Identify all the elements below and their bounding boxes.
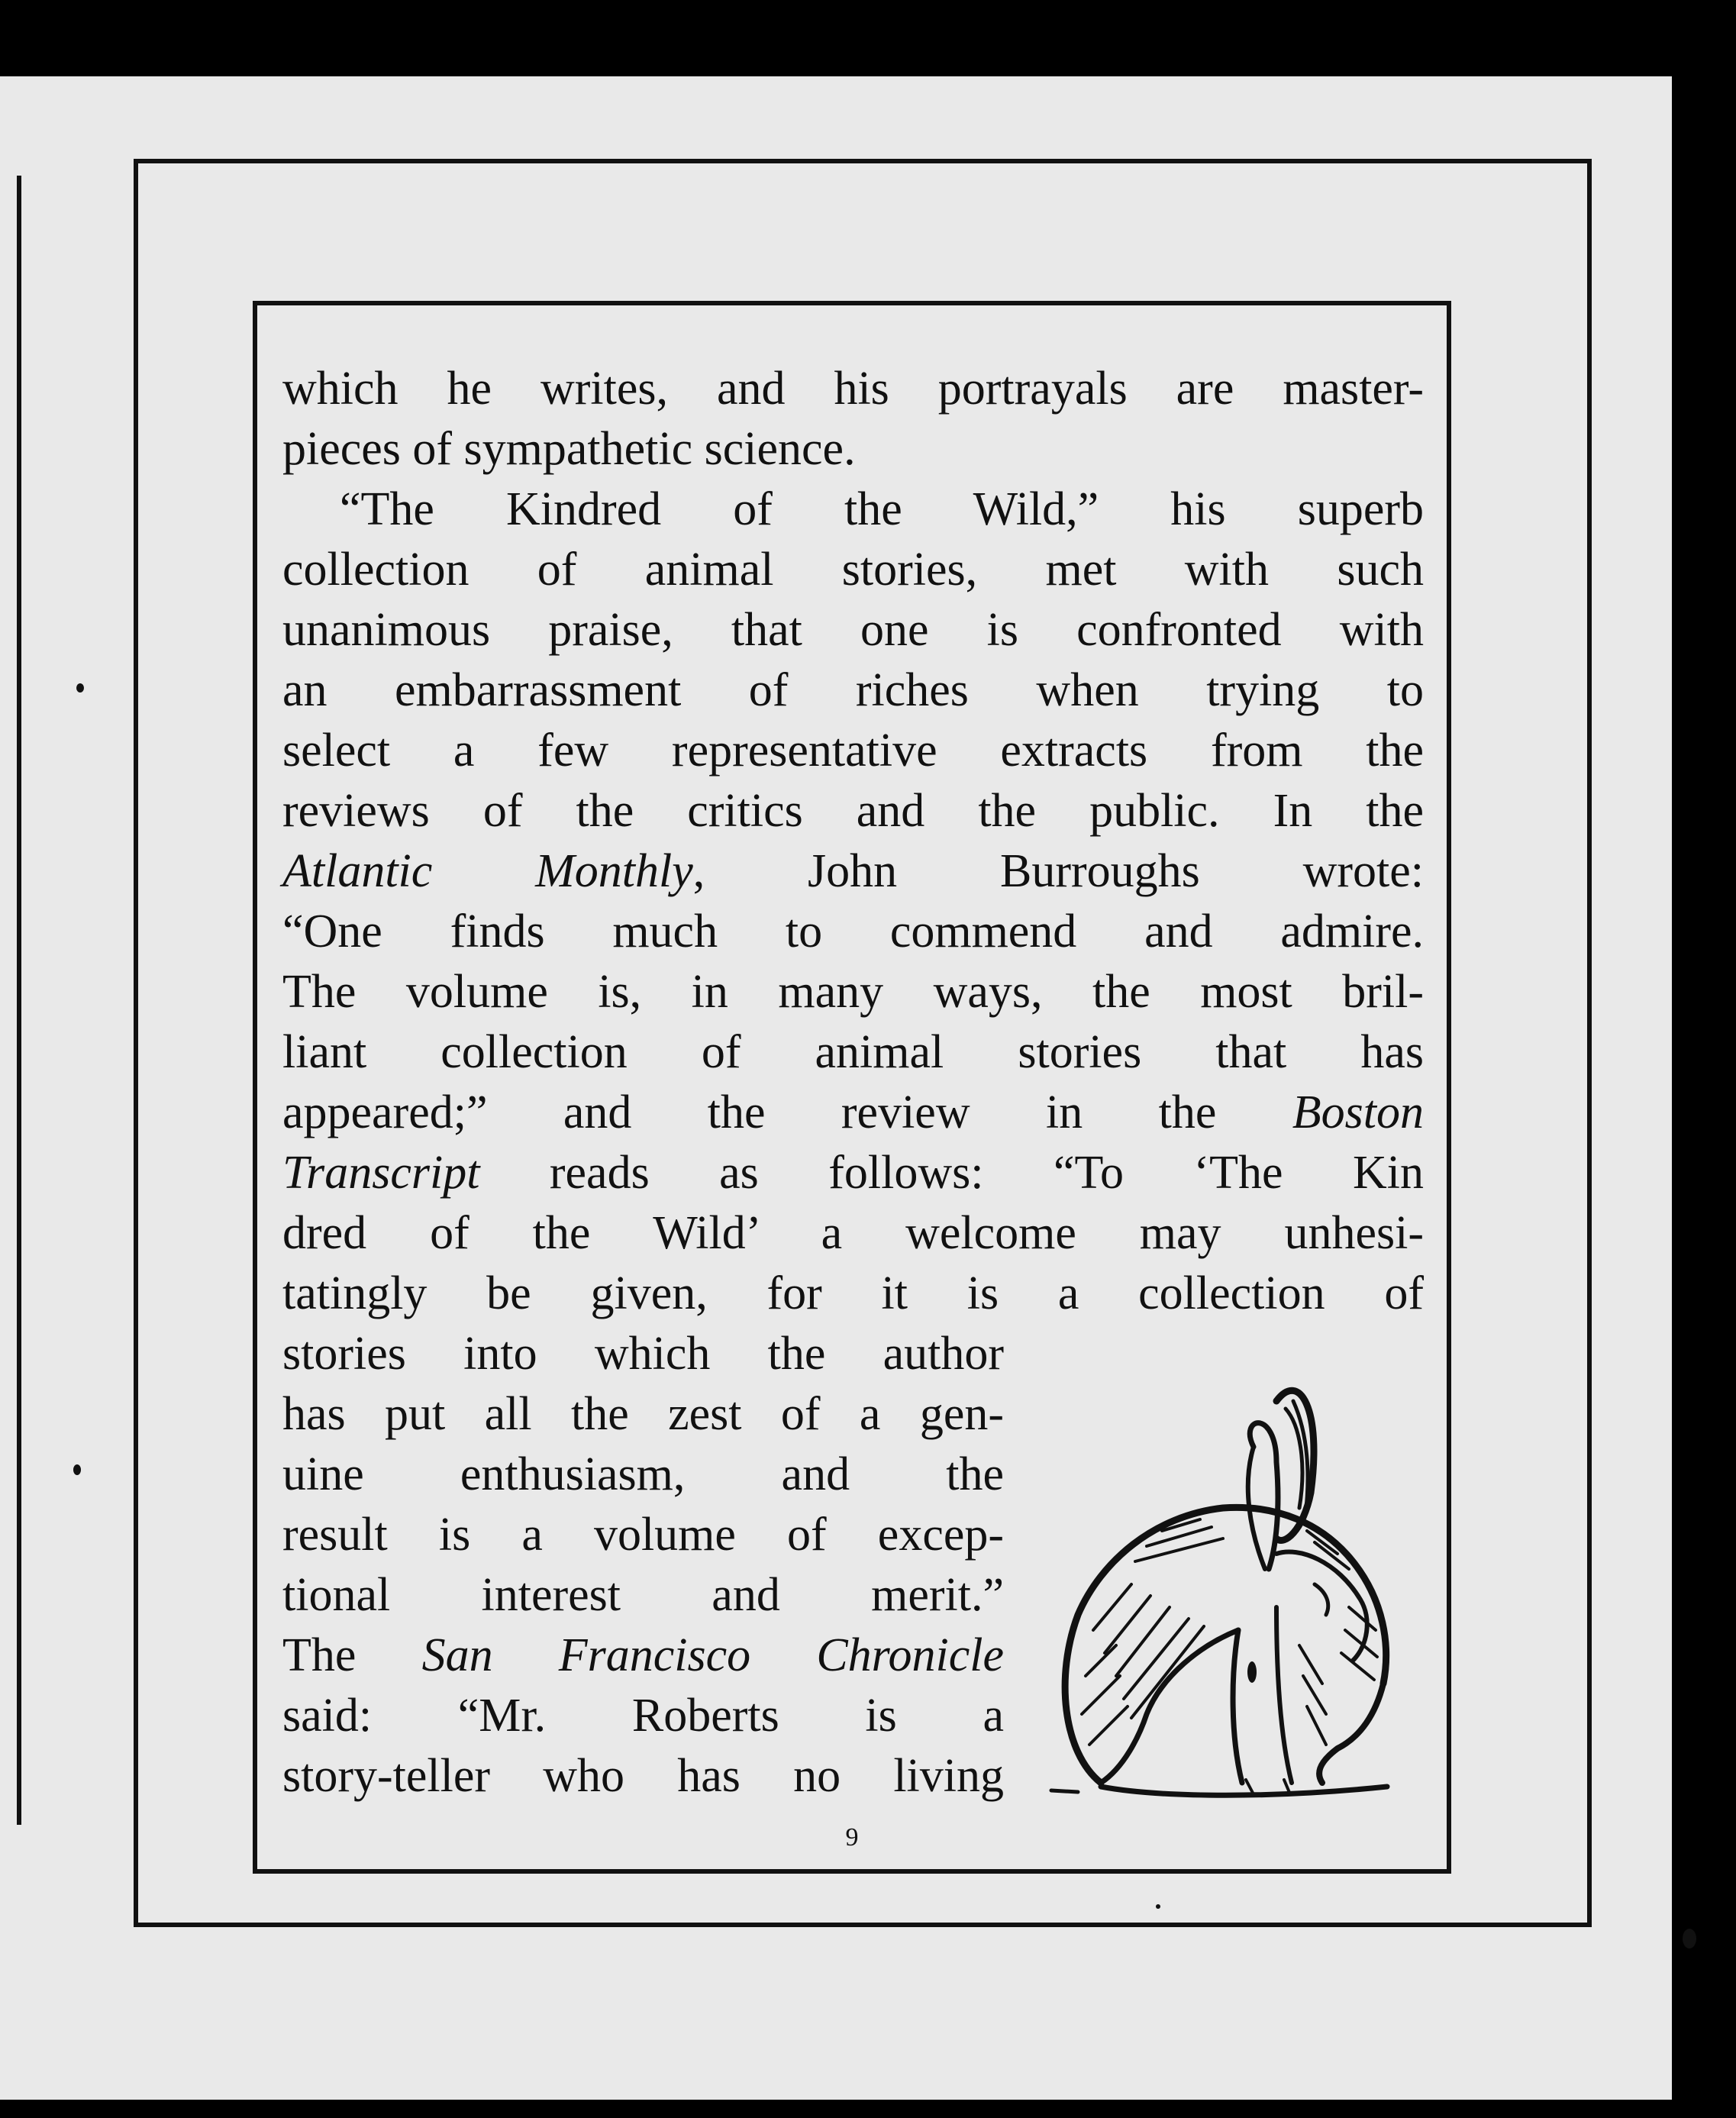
text-line: tatingly be given, for it is a collection of bbox=[282, 1267, 1424, 1319]
text-line bbox=[282, 1083, 1424, 1143]
scan-speck bbox=[76, 683, 84, 693]
text-line: “One finds much to commend and admire. bbox=[282, 906, 1424, 957]
publication-title: San Francisco Chronicle bbox=[421, 1629, 1005, 1681]
facing-page-rule bbox=[0, 176, 21, 1825]
text-fragment: The bbox=[282, 1629, 422, 1681]
outer-border bbox=[134, 159, 1592, 1927]
text-line bbox=[282, 1143, 1424, 1203]
text-line: result is a volume of excep- bbox=[282, 1509, 1004, 1561]
rabbit-illustration bbox=[1047, 1355, 1406, 1829]
text-line bbox=[282, 841, 1424, 902]
page-number: 9 bbox=[845, 1823, 859, 1852]
inner-border bbox=[253, 301, 1451, 1874]
text-line: reviews of the critics and the public. In the bbox=[282, 785, 1424, 837]
publication-title: Atlantic Monthly bbox=[282, 845, 693, 897]
text-line: has put all the zest of a gen- bbox=[282, 1388, 1004, 1440]
text-line: pieces of sympathetic science. bbox=[282, 423, 856, 475]
publication-title: Transcript bbox=[282, 1147, 480, 1199]
text-line: which he writes, and his portrayals are master- bbox=[282, 363, 1424, 415]
text-line bbox=[282, 1626, 1004, 1686]
publication-title: Boston bbox=[1292, 1086, 1424, 1138]
text-fragment: appeared;” and the review in the bbox=[282, 1086, 1292, 1138]
scan-speck bbox=[1683, 1929, 1696, 1948]
text-line: stories into which the author bbox=[282, 1328, 1004, 1380]
text-line: dred of the Wild’ a welcome may unhesi- bbox=[282, 1207, 1424, 1259]
text-line: unanimous praise, that one is confronted with bbox=[282, 604, 1424, 656]
text-line: said: “Mr. Roberts is a bbox=[282, 1690, 1004, 1742]
text-fragment: reads as follows: “To ‘The Kin bbox=[479, 1147, 1424, 1199]
text-line: an embarrassment of riches when trying to bbox=[282, 664, 1424, 716]
scan-speck bbox=[73, 1464, 81, 1475]
text-line: tional interest and merit.” bbox=[282, 1569, 1004, 1621]
text-line: liant collection of animal stories that has bbox=[282, 1026, 1424, 1078]
text-line: collection of animal stories, met with such bbox=[282, 544, 1424, 596]
text-line: The volume is, in many ways, the most bril- bbox=[282, 966, 1424, 1018]
text-line: story-teller who has no living bbox=[282, 1750, 1004, 1802]
scan-speck bbox=[1156, 1904, 1160, 1909]
text-line: select a few representative extracts from the bbox=[282, 725, 1424, 776]
facing-page-edge bbox=[0, 76, 66, 2100]
text-fragment: , John Burroughs wrote: bbox=[692, 845, 1424, 897]
text-line: uine enthusiasm, and the bbox=[282, 1448, 1004, 1500]
text-line: “The Kindred of the Wild,” his superb bbox=[340, 483, 1424, 535]
